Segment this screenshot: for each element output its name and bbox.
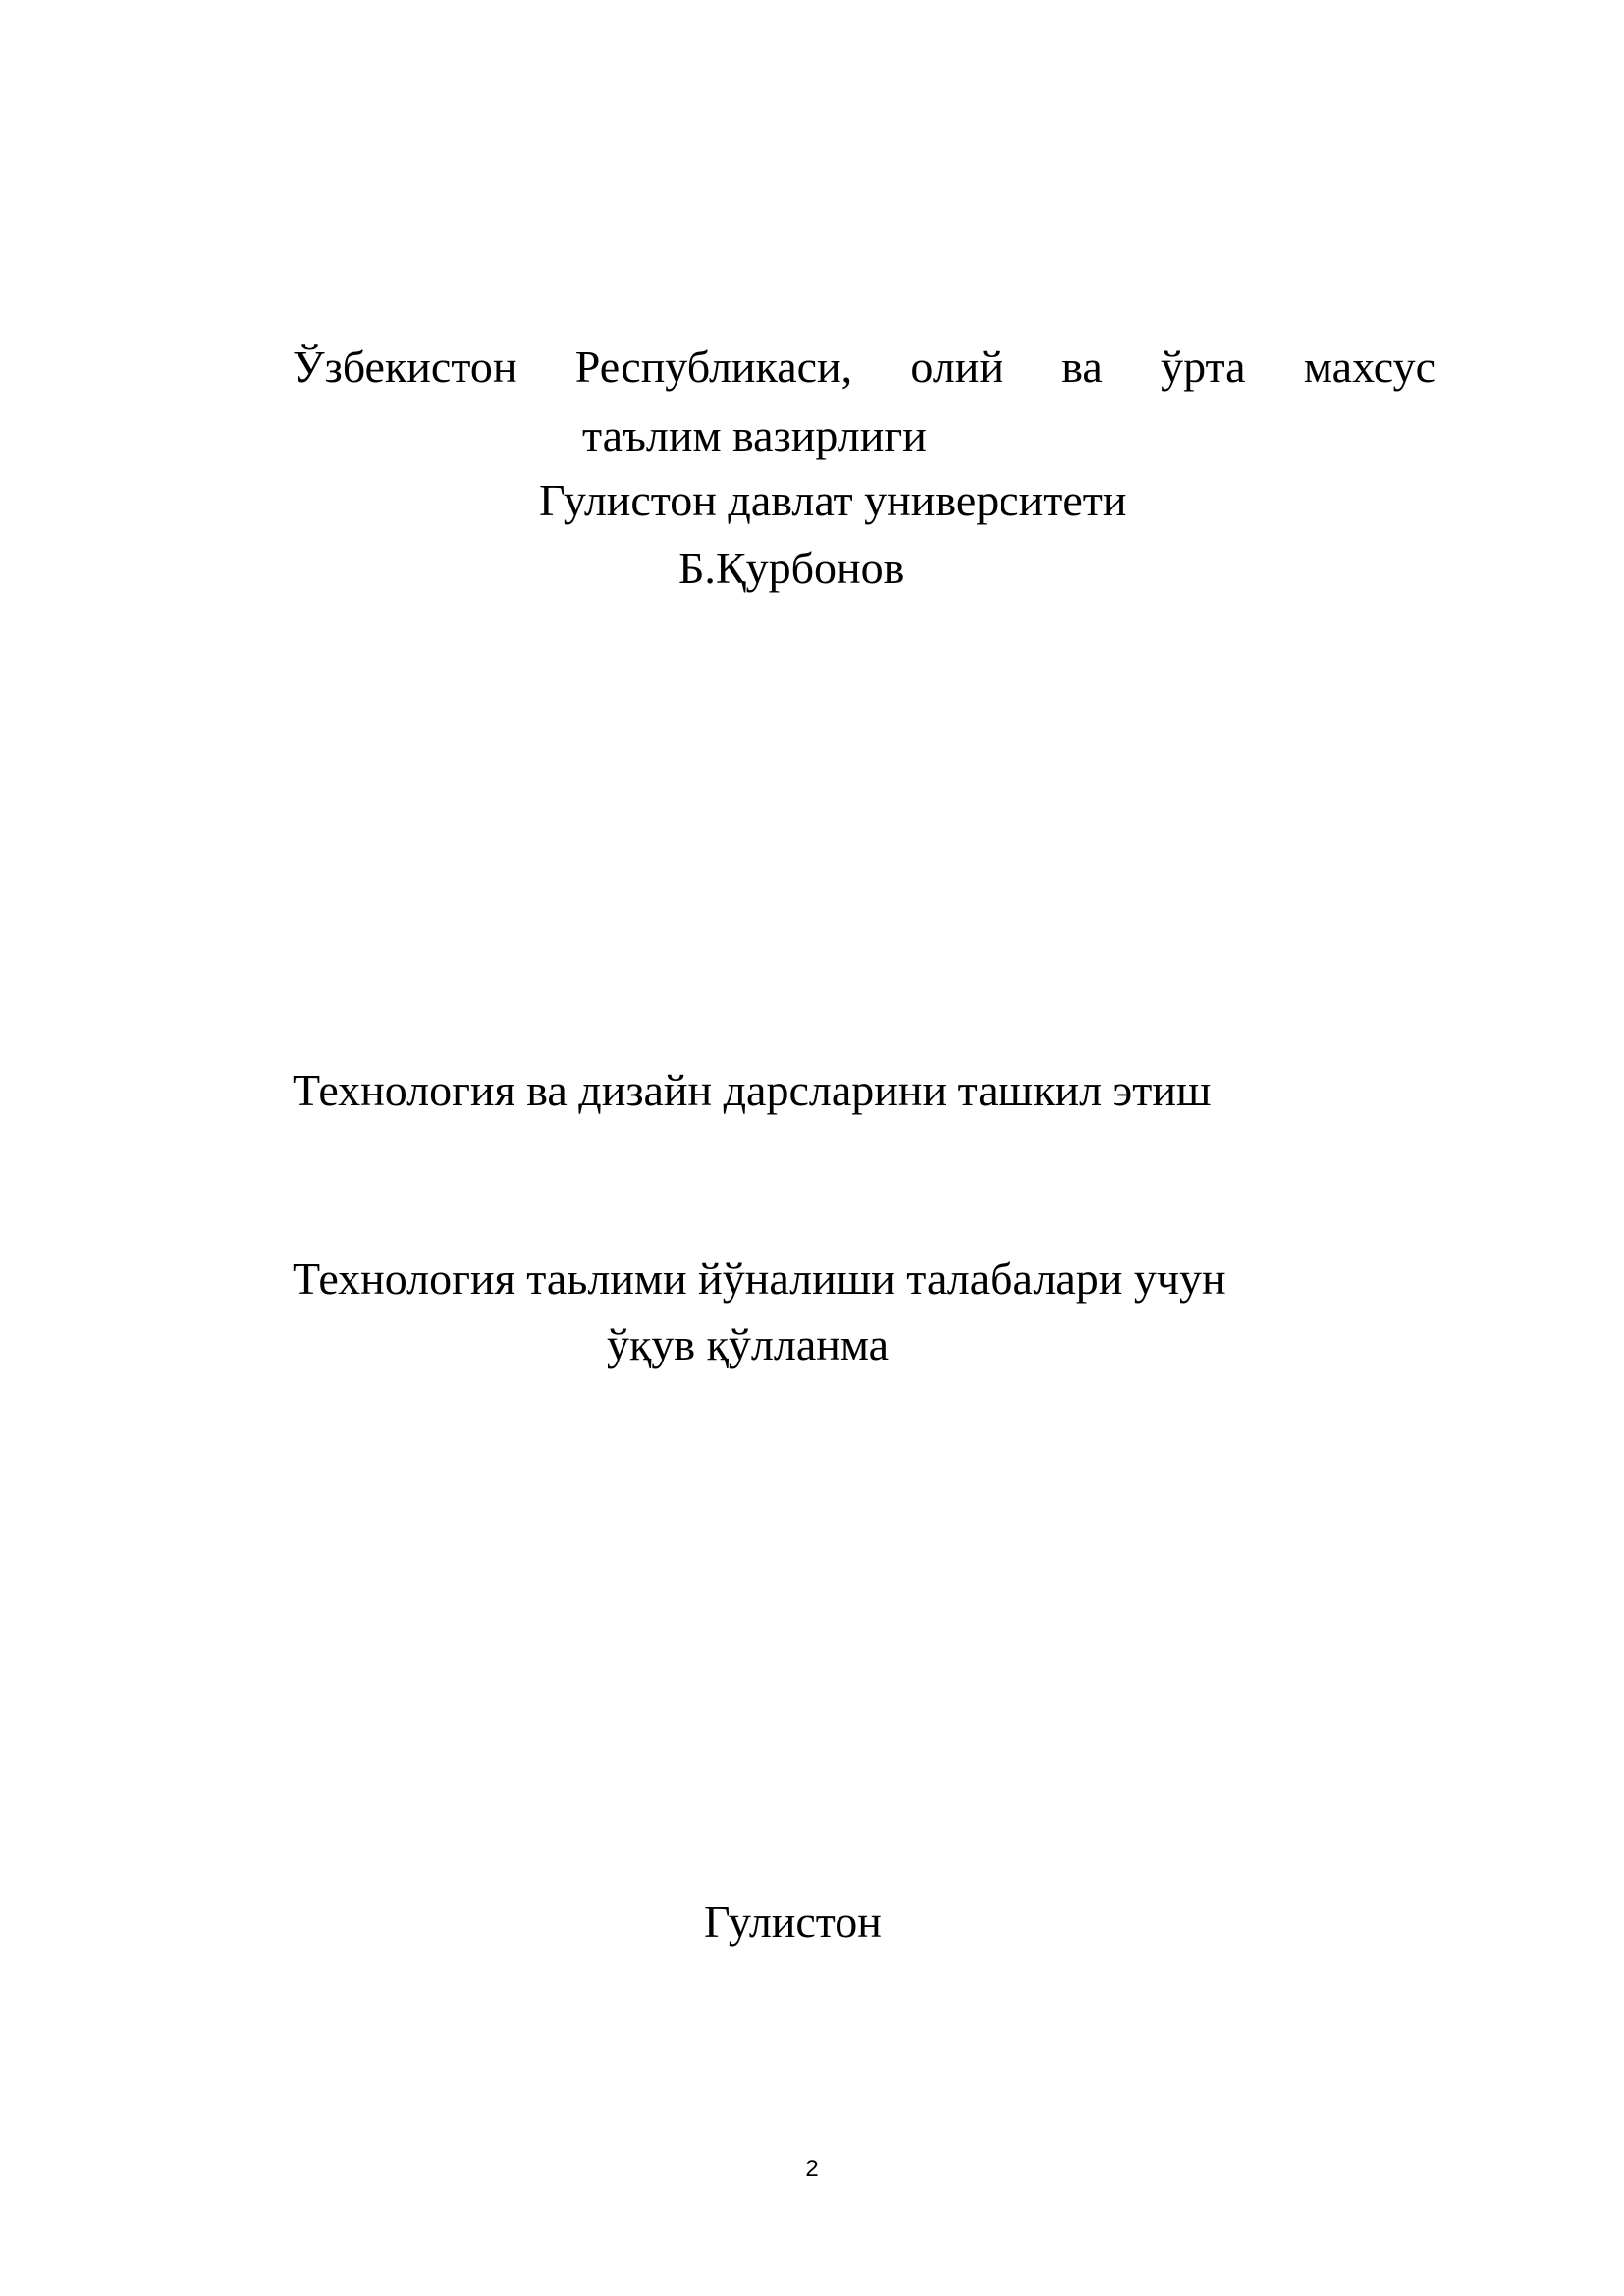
ministry-name-line-1: Ўзбекистон Республикаси, олий ва ўрта махсус xyxy=(293,342,1435,392)
author-name: Б.Қурбонов xyxy=(678,543,905,593)
publication-city: Гулистон xyxy=(704,1896,882,1947)
book-subtitle-line-1: Технология таьлими йўналиши талабалари учун xyxy=(293,1254,1226,1304)
book-subtitle-line-2: ўқув қўлланма xyxy=(607,1319,890,1369)
ministry-name-line-2: таълим вазирлиги xyxy=(582,410,927,460)
book-title: Технология ва дизайн дарсларини ташкил этиш xyxy=(293,1065,1212,1115)
page-number: 2 xyxy=(805,2156,819,2182)
university-name: Гулистон давлат университети xyxy=(539,475,1127,525)
